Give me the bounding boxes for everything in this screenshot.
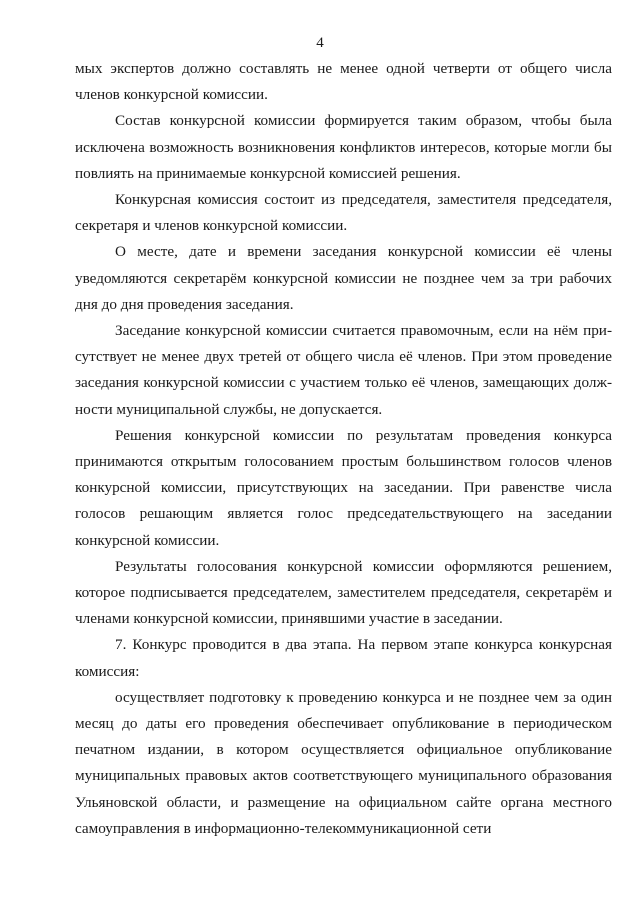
paragraph-2: Состав конкурсной комиссии формируется таким образом, чтобы была исключена возможность возникновения конфликтов интересов, которые могли бы повлиять на принимаемые конкурсной комиссией решения. [75,112,612,182]
paragraph-1: мых экспертов должно составлять не менее одной четверти от общего числа членов конкурсной комиссии. [75,60,612,104]
paragraph-4: О месте, дате и времени заседания конкурсной комиссии её члены уведомляются секретарём конкурсной комиссии не позднее чем за три рабочих дня до дня проведения заседания. [75,243,612,313]
page-number: 4 [316,35,324,51]
paragraph-9: осуществляет подготовку к проведению конкурса и не позднее чем за один месяц до даты его проведения обеспечивает опубликование в периодическом печатном издании, в котором осуществляется официальное опубликование муниципальных правовых актов соответствующего муниципального образования Ульяновской области, и размещение на официальном сайте органа местного самоуправления в информационно-телекоммуникационной сети [75,688,612,837]
paragraph-6: Решения конкурсной комиссии по результатам проведения конкурса принимаются открытым голосованием простым большинством голосов членов конкурсной комиссии, присутствующих на заседании. При равенстве числа голосов решающим является голос председательствующего на заседании конкурсной комиссии. [75,426,612,549]
document-body [75,56,612,842]
paragraph-7: Результаты голосования конкурсной комиссии оформляются решением, которое подписывается председателем, заместителем председателя, секретарём и членами конкурсной комиссии, принявшими участие в заседании. [75,557,612,628]
paragraph-8: 7. Конкурс проводится в два этапа. На первом этапе конкурса конкурсная комиссия: [75,636,612,680]
paragraph-3: Конкурсная комиссия состоит из председателя, заместителя председателя, секретаря и членов конкурсной комиссии. [75,191,612,235]
paragraph-5: Заседание конкурсной комиссии считается правомочным, если на нём присутствует не менее двух третей от общего числа её членов. При этом проведение заседания конкурсной комиссии с участием только её членов, замещающих должности муниципальной службы, не допускается. [75,322,612,418]
